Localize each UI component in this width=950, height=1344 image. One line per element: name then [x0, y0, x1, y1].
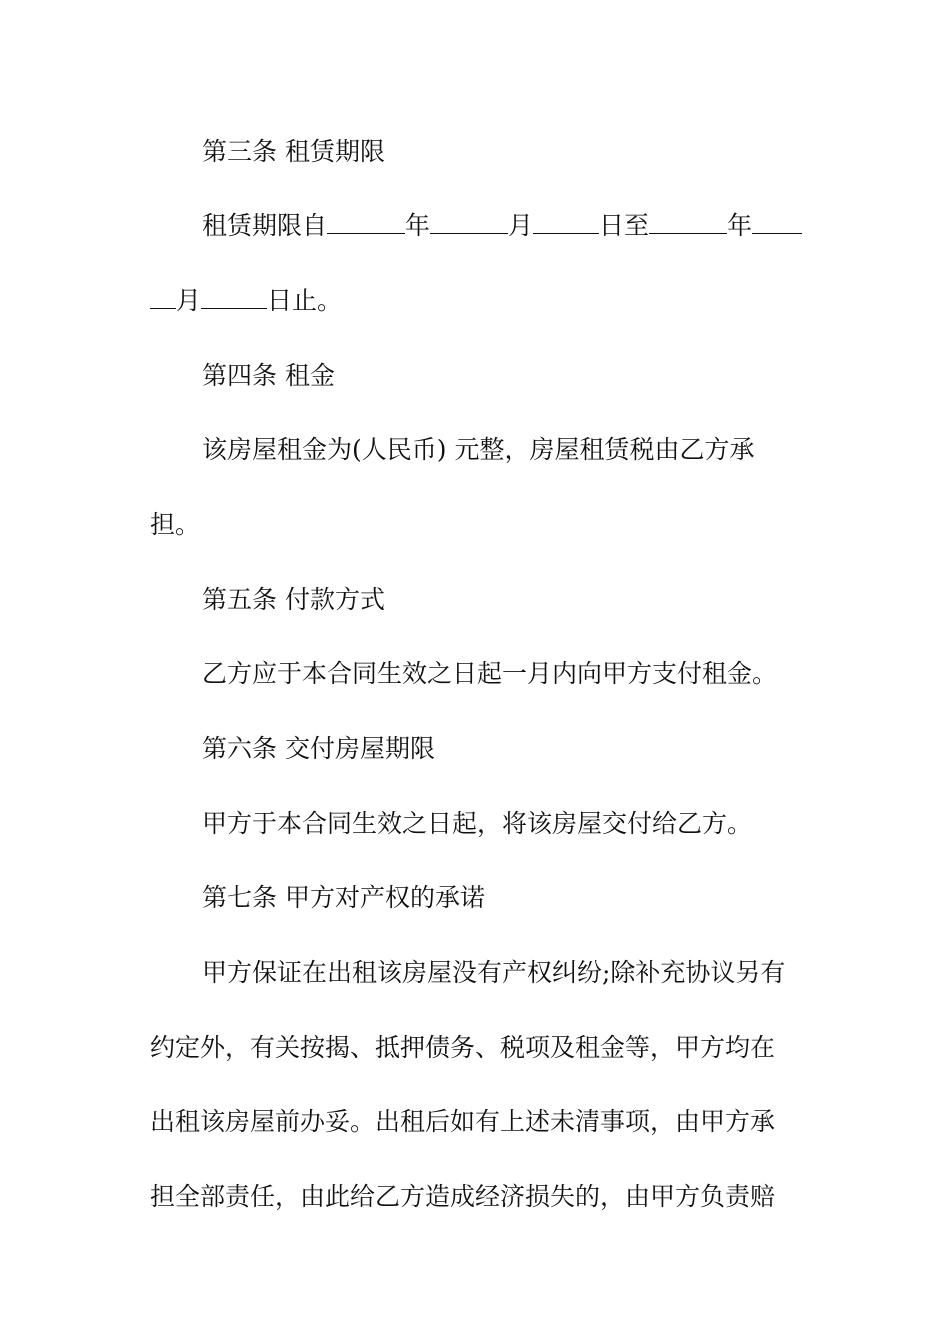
article-4-heading: 第四条 租金 [202, 361, 335, 390]
rent-paragraph-line-1: 该房屋租金为(人民币) 元整，房屋租赁税由乙方承 [202, 435, 755, 464]
lease-term-text: 租赁期限自 [202, 211, 328, 240]
article-6-heading: 第六条 交付房屋期限 [202, 734, 435, 763]
start-day-blank [533, 211, 599, 234]
year-label: 年 [405, 211, 431, 240]
end-year-blank [649, 211, 727, 234]
title-promise-line-4: 担全部责任，由此给乙方造成经济损失的，由甲方负责赔 [150, 1182, 776, 1211]
payment-paragraph: 乙方应于本合同生效之日起一月内向甲方支付租金。 [202, 659, 778, 688]
end-month-blank-part2 [150, 286, 176, 309]
lease-term-line-2 [150, 285, 810, 317]
end-month-blank-part1 [752, 211, 802, 234]
rent-paragraph-line-2: 担。 [150, 510, 201, 539]
article-7-heading: 第七条 甲方对产权的承诺 [202, 883, 485, 912]
start-month-blank [430, 211, 508, 234]
article-3-heading: 第三条 租赁期限 [202, 137, 385, 166]
title-promise-line-3: 出租该房屋前办妥。出租后如有上述未清事项，由甲方承 [150, 1107, 776, 1136]
month-label-2: 月 [176, 286, 202, 315]
month-label: 月 [508, 211, 534, 240]
start-year-blank [327, 211, 405, 234]
day-to-label: 日至 [599, 211, 650, 240]
year-label-2: 年 [727, 211, 753, 240]
delivery-paragraph: 甲方于本合同生效之日起，将该房屋交付给乙方。 [202, 809, 753, 838]
day-end-label: 日止。 [267, 286, 343, 315]
article-5-heading: 第五条 付款方式 [202, 585, 385, 614]
title-promise-line-2: 约定外，有关按揭、抵押债务、税项及租金等，甲方均在 [150, 1033, 776, 1062]
title-promise-line-1: 甲方保证在出租该房屋没有产权纠纷;除补充协议另有 [202, 958, 786, 987]
lease-term-line-1 [202, 210, 862, 242]
end-day-blank [201, 286, 267, 309]
